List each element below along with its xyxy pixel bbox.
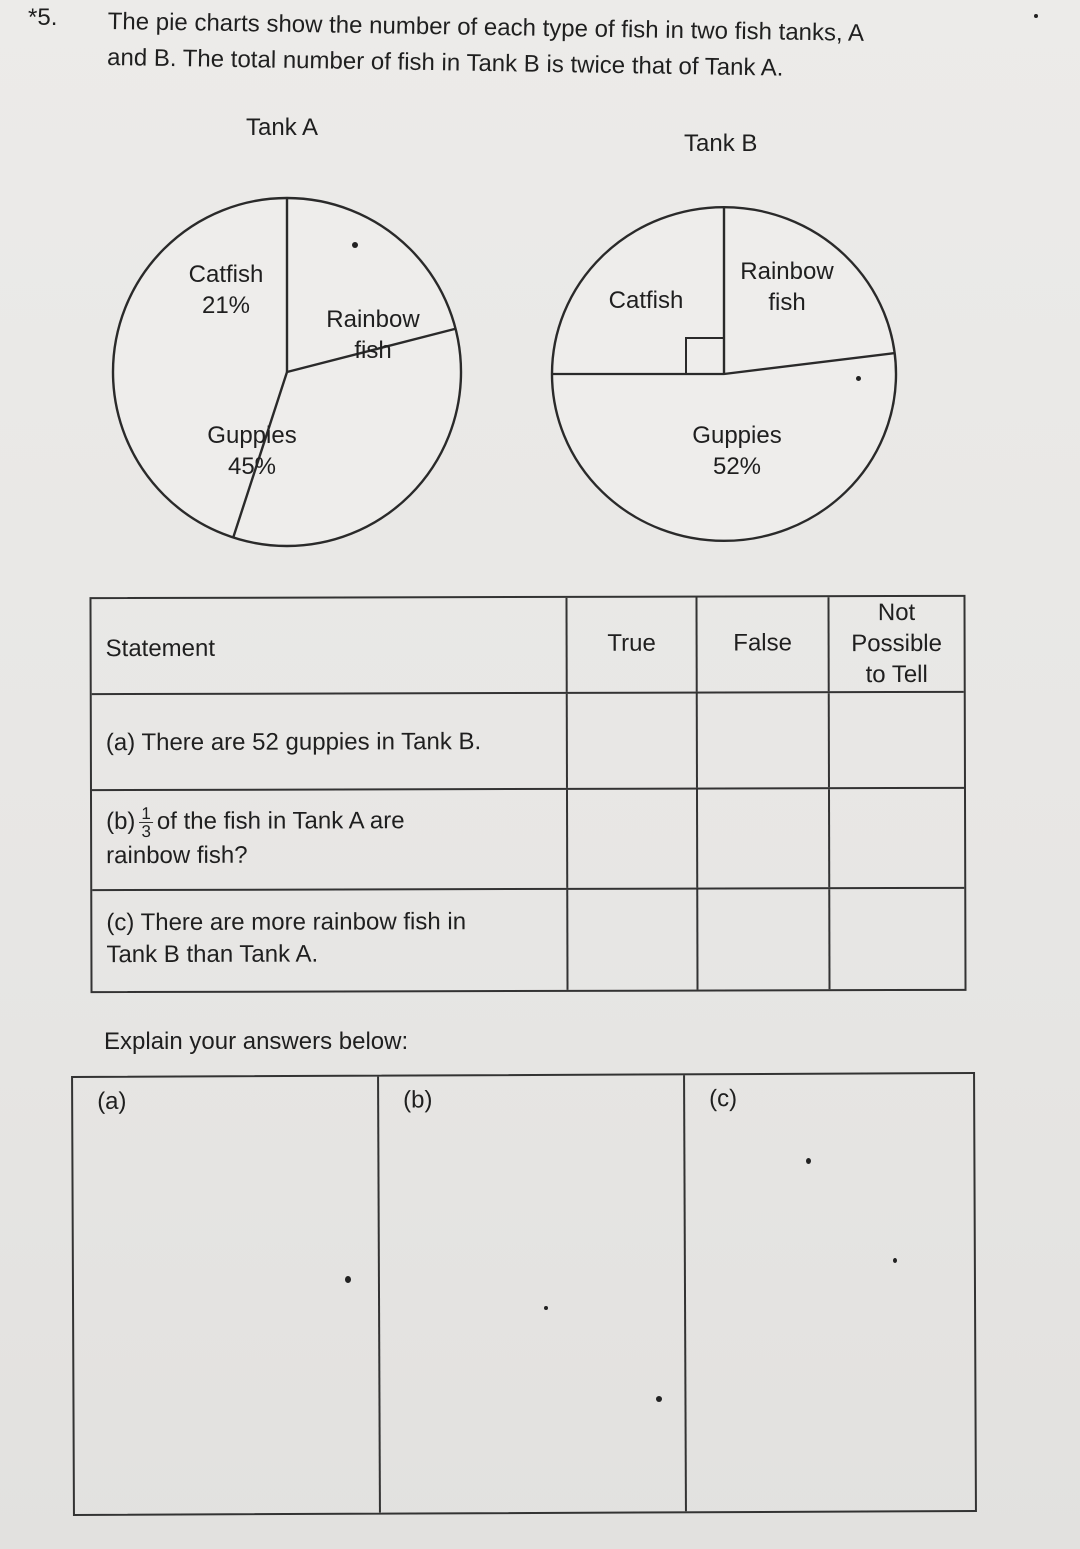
tank-b-title: Tank B — [684, 130, 758, 157]
explain-label: Explain your answers below: — [104, 1028, 409, 1055]
answer-cell-a-true[interactable] — [568, 694, 698, 788]
answer-cell-b-not-possible[interactable] — [830, 789, 964, 887]
statement-b-rest: of the fish in Tank A are — [156, 807, 405, 835]
pie-label-guppies: Guppies 52% — [692, 422, 782, 480]
statement-c-line-1: (c) There are more rainbow fish in — [106, 908, 467, 937]
header-not-possible-line-3: to Tell — [865, 660, 928, 689]
question-number: *5. — [28, 4, 58, 31]
print-speck — [893, 1258, 897, 1263]
header-not-possible — [829, 597, 963, 691]
statement-b-prefix: (b) — [106, 807, 136, 835]
print-speck — [1034, 14, 1038, 18]
print-speck — [856, 376, 861, 381]
pie-label-rainbow-fish: Rainbow fish — [740, 258, 834, 316]
answer-cell-c-not-possible[interactable] — [830, 889, 964, 989]
explanation-label-b: (b) — [403, 1086, 433, 1114]
print-speck — [806, 1158, 811, 1164]
pie-label-guppies: Guppies 45% — [207, 422, 297, 480]
explanation-box — [71, 1072, 977, 1516]
answer-cell-a-false[interactable] — [698, 693, 830, 787]
explanation-area-a[interactable] — [73, 1077, 381, 1514]
answer-cell-b-true[interactable] — [568, 790, 698, 888]
tank-b-pie-chart — [0, 0, 1080, 600]
header-false: False — [697, 597, 829, 691]
print-speck — [345, 1276, 351, 1283]
fraction-denominator: 3 — [141, 821, 151, 842]
stem-line-1: The pie charts show the number of each type of fish in two fish tanks, A — [107, 7, 865, 47]
header-true: True — [567, 598, 697, 692]
table-row-a — [92, 693, 964, 791]
answer-cell-a-not-possible[interactable] — [830, 693, 964, 787]
explanation-area-b[interactable] — [379, 1075, 687, 1512]
print-speck — [656, 1396, 662, 1402]
fraction-numerator: 1 — [141, 803, 151, 824]
statement-a: (a) There are 52 guppies in Tank B. — [92, 694, 568, 789]
answer-cell-b-false[interactable] — [698, 789, 830, 887]
fraction-one-third — [139, 805, 153, 840]
header-not-possible-line-2: Possible — [851, 629, 943, 658]
answer-cell-c-true[interactable] — [568, 890, 698, 990]
pie-label-catfish: Catfish — [608, 287, 684, 314]
statement-b — [92, 790, 568, 889]
print-speck — [544, 1306, 548, 1310]
table-row-c — [92, 889, 964, 991]
explanation-label-a: (a) — [97, 1087, 127, 1115]
table-row-b — [92, 789, 964, 891]
header-statement: Statement — [91, 598, 567, 693]
answer-cell-c-false[interactable] — [698, 889, 830, 989]
statement-table — [89, 595, 966, 993]
statement-b-line-2: rainbow fish? — [106, 841, 248, 870]
pie-label-rainbow-fish: Rainbow fish — [326, 306, 420, 364]
statement-c — [92, 890, 568, 991]
pie-label-catfish: Catfish 21% — [188, 261, 264, 319]
stem-line-2: and B. The total number of fish in Tank B is twice that of Tank A. — [106, 43, 784, 82]
header-not-possible-line-1: Not — [877, 598, 916, 627]
tank-a-title: Tank A — [246, 114, 319, 141]
explanation-label-c: (c) — [709, 1085, 738, 1113]
table-header-row — [91, 597, 963, 695]
print-speck — [352, 242, 358, 248]
explanation-area-c[interactable] — [685, 1074, 975, 1511]
statement-c-line-2: Tank B than Tank A. — [106, 940, 319, 969]
